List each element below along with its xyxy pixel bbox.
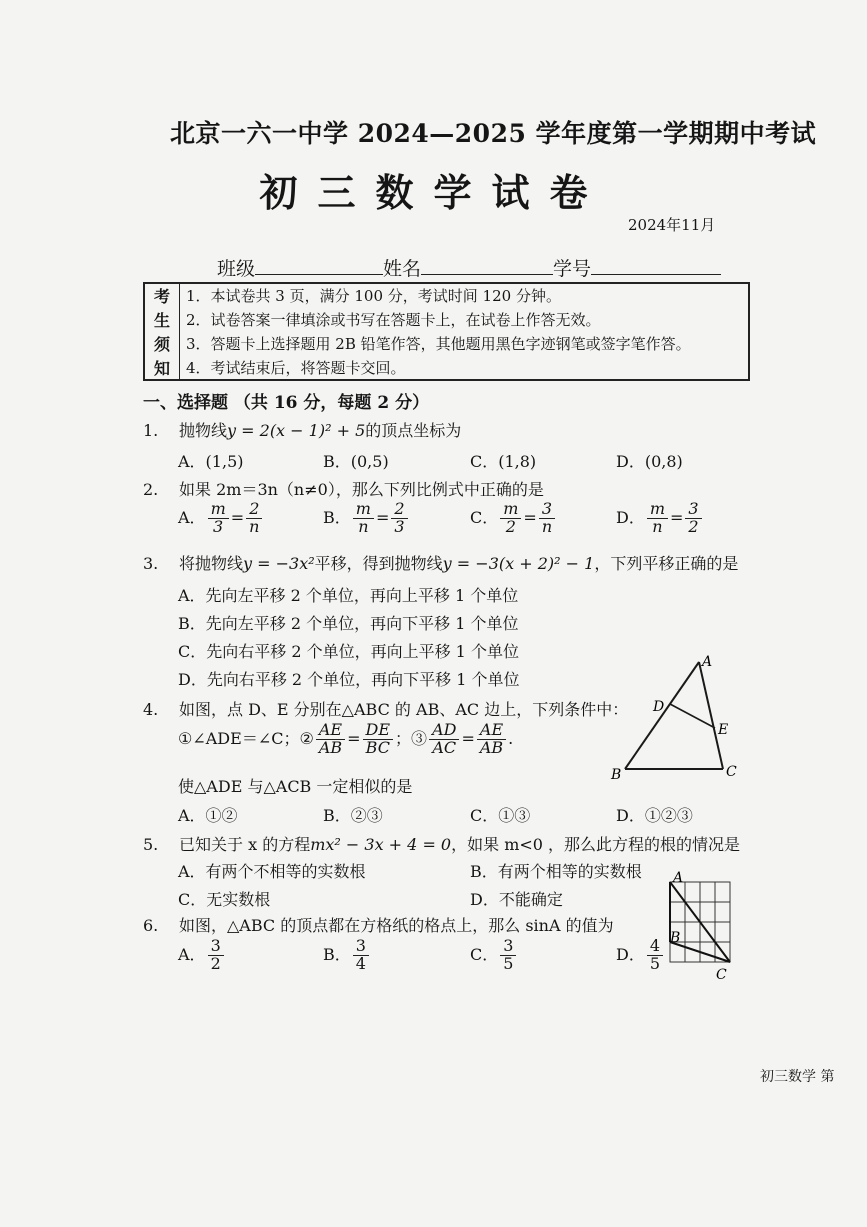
exam-date: 2024年11月: [628, 216, 716, 234]
question-text: ，下列平移正确的是: [594, 554, 739, 573]
vertex-label-a: A: [673, 870, 684, 886]
option-label: B．: [323, 507, 351, 527]
page-footer: 初三数学 第: [760, 1069, 835, 1085]
option-label: C．: [470, 507, 499, 527]
fraction: $\frac{3}{2}$: [208, 938, 224, 973]
question-text: 将抛物线: [179, 554, 244, 573]
notice-title-char: 知: [153, 358, 170, 378]
question-6: [143, 913, 614, 936]
vertex-label-c: C: [716, 967, 727, 982]
option-c[interactable]: C．无实数根: [178, 890, 271, 909]
notice-items: [180, 284, 748, 379]
option-label: A．: [178, 944, 206, 964]
formula: y = −3(x + 2)² − 1: [442, 554, 595, 573]
vertex-label-d: D: [653, 699, 665, 715]
fraction: $\frac{m}{2}$: [500, 501, 521, 536]
option-c[interactable]: C．先向右平移 2 个单位，再向上平移 1 个单位: [178, 642, 519, 661]
question-text: 如果 2m＝3n（n≠0），那么下列比例式中正确的是: [179, 480, 544, 499]
option-c[interactable]: [470, 938, 518, 973]
option-b[interactable]: [323, 938, 371, 973]
option-label: D．: [616, 944, 645, 964]
student-id-field[interactable]: [591, 258, 721, 275]
class-label: 班级: [217, 258, 256, 280]
fraction: $\frac{DE}{BC}$: [363, 722, 394, 757]
formula: y = −3x²: [243, 554, 315, 573]
fraction: $\frac{AD}{AC}$: [429, 722, 459, 757]
option-a[interactable]: [178, 938, 226, 973]
fraction: $\frac{m}{3}$: [208, 501, 229, 536]
exam-notice-box: [143, 282, 750, 381]
fraction: $\frac{AE}{AB}$: [316, 722, 345, 757]
fraction: $\frac{3}{n}$: [539, 501, 555, 536]
name-label: 姓名: [383, 258, 422, 280]
option-b[interactable]: B．(0,5): [323, 452, 389, 471]
id-label: 学号: [553, 258, 592, 280]
question-number: 5.: [143, 835, 159, 854]
side-ac: [699, 662, 723, 769]
notice-title-char: 须: [153, 334, 170, 354]
option-d[interactable]: D．①②③: [616, 806, 693, 825]
option-c[interactable]: C． $\frac{m}{2}$ = $\frac{3}{n}$: [470, 501, 557, 536]
question-text: 的顶点坐标为: [365, 421, 462, 440]
question-1: [143, 418, 461, 441]
option-a[interactable]: A． $\frac{m}{3}$ = $\frac{2}{n}$: [178, 501, 264, 536]
vertex-label-c: C: [726, 764, 737, 780]
subject-title: 初三数学试卷: [259, 170, 608, 215]
notice-item: 3．答题卡上选择题用 2B 铅笔作答，其他题用黑色字迹钢笔或签字笔作答。: [186, 334, 691, 353]
option-label: C．: [470, 944, 499, 964]
fraction: $\frac{m}{n}$: [647, 501, 668, 536]
question-number: 1.: [143, 421, 159, 440]
question-4-prompt: 使△ADE 与△ACB 一定相似的是: [178, 777, 413, 796]
fraction: $\frac{2}{n}$: [246, 501, 262, 536]
option-a[interactable]: A．(1,5): [178, 452, 244, 471]
vertex-label-b: B: [670, 930, 681, 946]
triangle-figure: [605, 652, 745, 782]
notice-item: 2．试卷答案一律填涂或书写在答题卡上，在试卷上作答无效。: [186, 311, 601, 330]
notice-item: 1．本试卷共 3 页，满分 100 分，考试时间 120 分钟。: [186, 287, 561, 306]
question-text: 已知关于 x 的方程: [179, 835, 311, 854]
option-d[interactable]: D． $\frac{m}{n}$ = $\frac{3}{2}$: [616, 501, 704, 536]
option-d[interactable]: D．先向右平移 2 个单位，再向下平移 1 个单位: [178, 670, 520, 689]
fraction: $\frac{3}{4}$: [353, 938, 369, 973]
question-text: 如图，△ABC 的顶点都在方格纸的格点上，那么 sinA 的值为: [179, 916, 614, 935]
question-text: 如图，点 D、E 分别在△ABC 的 AB、AC 边上，下列条件中：: [179, 700, 629, 719]
option-a[interactable]: A．①②: [178, 806, 238, 825]
notice-title-char: 考: [153, 287, 170, 307]
question-5: [143, 832, 740, 855]
notice-item: 4．考试结束后，将答题卡交回。: [186, 358, 406, 377]
fraction: $\frac{2}{3}$: [391, 501, 407, 536]
condition-1: ①∠ADE＝∠C；②: [178, 728, 314, 748]
formula: y = 2(x − 1)² + 5: [227, 421, 366, 440]
notice-title: [145, 284, 180, 379]
question-2: [143, 477, 544, 500]
formula: mx² − 3x + 4 = 0: [310, 835, 452, 854]
question-4: [143, 697, 628, 720]
fraction: $\frac{m}{n}$: [353, 501, 374, 536]
section-title: 一、选择题 （共 16 分，每题 2 分）: [143, 393, 430, 413]
option-b[interactable]: B．先向左平移 2 个单位，再向下平移 1 个单位: [178, 614, 519, 633]
option-d[interactable]: D．(0,8): [616, 452, 683, 471]
name-field[interactable]: [421, 258, 553, 275]
fraction: $\frac{3}{5}$: [500, 938, 516, 973]
question-number: 2.: [143, 480, 159, 499]
question-text: 抛物线: [179, 421, 228, 440]
option-c[interactable]: C．①③: [470, 806, 531, 825]
option-label: A．: [178, 507, 206, 527]
option-b[interactable]: B． $\frac{m}{n}$ = $\frac{2}{3}$: [323, 501, 410, 536]
option-b[interactable]: B．有两个相等的实数根: [470, 862, 642, 881]
class-field[interactable]: [255, 258, 383, 275]
option-label: B．: [323, 944, 351, 964]
option-label: D．: [616, 507, 645, 527]
fraction: $\frac{4}{5}$: [647, 938, 663, 973]
option-a[interactable]: A．有两个不相等的实数根: [178, 862, 366, 881]
fraction: $\frac{AE}{AB}$: [477, 722, 506, 757]
option-b[interactable]: B．②③: [323, 806, 383, 825]
question-number: 3.: [143, 554, 159, 573]
school-title: 北京一六一中学 2024—2025 学年度第一学期期中考试: [170, 119, 817, 148]
option-c[interactable]: C．(1,8): [470, 452, 537, 471]
side-ab: [625, 662, 699, 769]
option-d[interactable]: [616, 938, 665, 973]
question-text: 平移，得到抛物线: [314, 554, 443, 573]
option-d[interactable]: D．不能确定: [470, 890, 563, 909]
question-number: 6.: [143, 916, 159, 935]
option-a[interactable]: A．先向左平移 2 个单位，再向上平移 1 个单位: [178, 586, 519, 605]
notice-title-char: 生: [153, 311, 170, 331]
question-4-conditions: ①∠ADE＝∠C；② $\frac{AE}{AB}$ = $\frac{DE}{BC}$ ；③ $\frac{AD}{AC}$ = $\frac{AE}{AB}$ .: [178, 720, 514, 757]
fraction: $\frac{3}{2}$: [685, 501, 701, 536]
question-3: [143, 551, 738, 574]
vertex-label-a: A: [702, 654, 713, 670]
grid-figure: [660, 866, 740, 982]
vertex-label-b: B: [611, 767, 622, 782]
vertex-label-e: E: [718, 722, 729, 738]
student-info-line: [217, 254, 721, 281]
question-number: 4.: [143, 700, 159, 719]
question-text: ，如果 m<0 ，那么此方程的根的情况是: [451, 835, 741, 854]
